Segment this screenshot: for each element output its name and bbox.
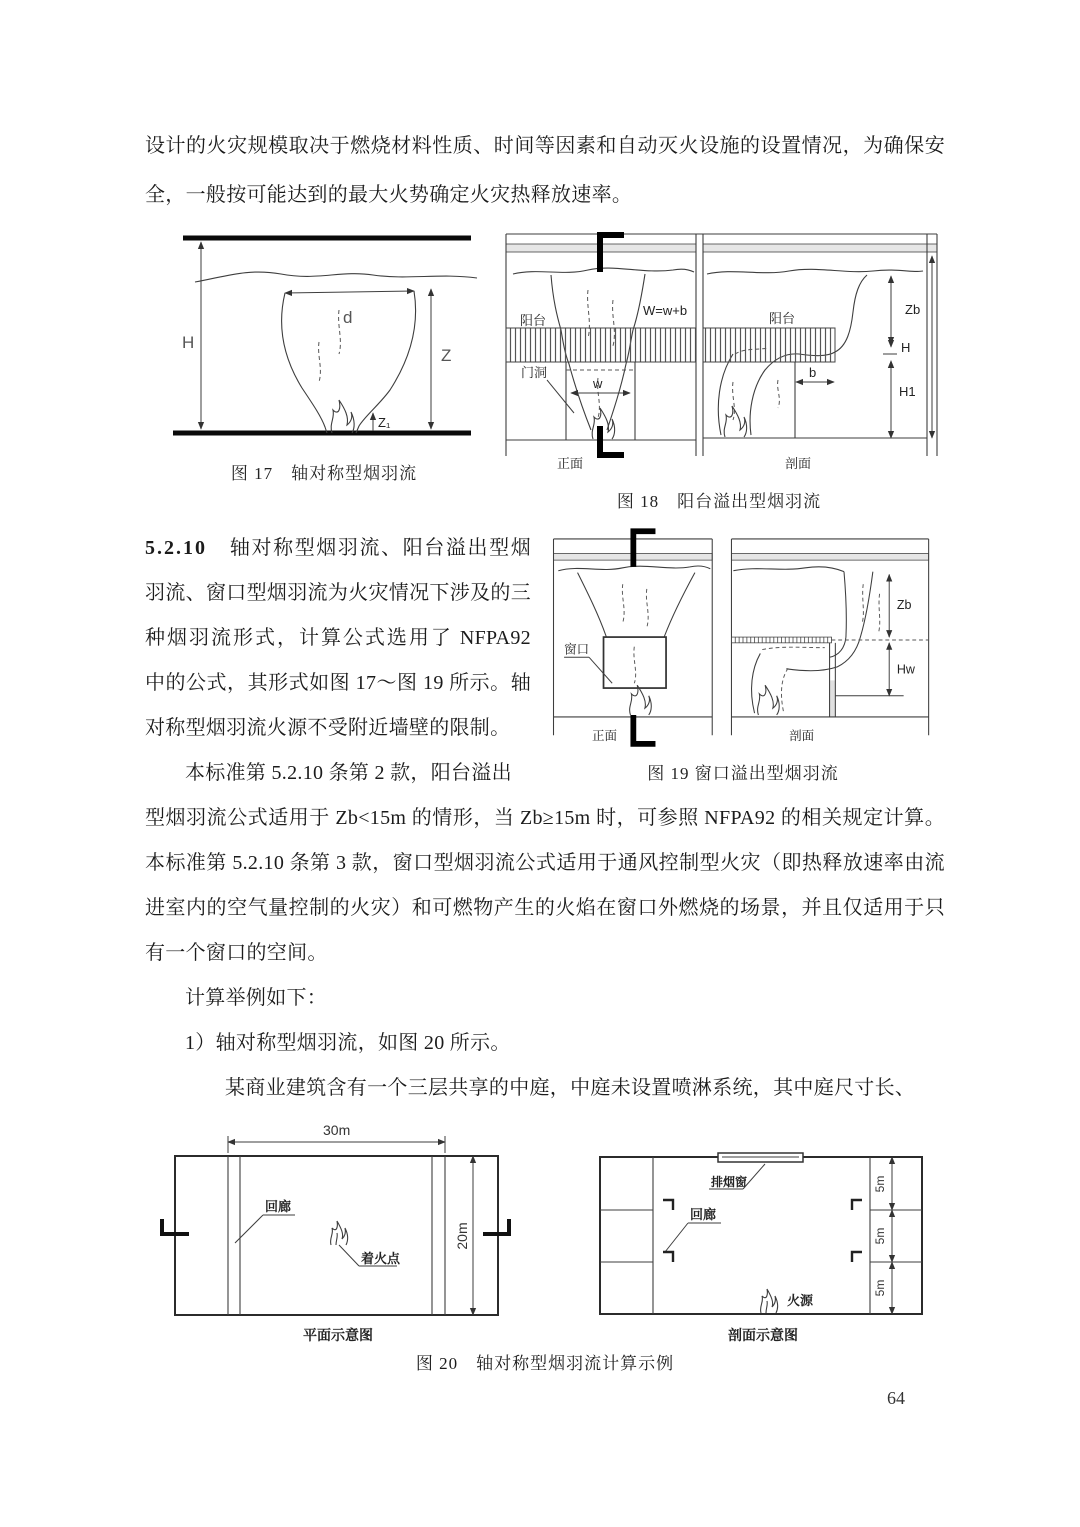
fig18-label-b: b xyxy=(809,365,817,380)
clause-number: 5.2.10 xyxy=(145,537,207,559)
figure-17 xyxy=(169,230,479,484)
fig17-label-z1: Z₁ xyxy=(378,415,391,430)
figure-17-caption: 图 17 轴对称型烟羽流 xyxy=(230,464,418,483)
fig20-label-corridor-section: 回廊 xyxy=(690,1207,717,1222)
figure-row-17-18 xyxy=(145,230,945,512)
fig20-label-20m: 20m xyxy=(454,1222,470,1250)
paragraph-intro: 设计的火灾规模取决于燃烧材料性质、时间等因素和自动灭火设施的设置情况，为确保安全，一般按可能达到的最大火势确定火灾热释放速率。 xyxy=(145,135,945,206)
figure-19 xyxy=(541,526,945,796)
fig18-label-section: 剖面 xyxy=(785,456,812,471)
paragraph-5210 xyxy=(145,526,531,751)
fig20-label-corridor-plan: 回廊 xyxy=(265,1199,292,1214)
fig17-label-z: Z xyxy=(441,346,452,365)
fig20-label-5m-2: 5m xyxy=(873,1227,887,1245)
fig17-label-d: d xyxy=(343,308,353,327)
figure-18-caption: 图 18 阳台溢出型烟羽流 xyxy=(616,492,822,511)
section-5210-row xyxy=(145,526,945,796)
section-5210-text-column xyxy=(145,526,531,796)
fig20-label-5m-1: 5m xyxy=(873,1175,887,1193)
figure-18 xyxy=(493,230,945,512)
figure-19-diagram xyxy=(541,526,945,752)
figure-17-diagram xyxy=(169,230,479,444)
paragraph-clause2-lead: 本标准第 5.2.10 条第 2 款，阳台溢出 xyxy=(185,762,512,784)
clause-text: 轴对称型烟羽流、阳台溢出型烟羽流、窗口型烟羽流为火灾情况下涉及的三种烟羽流形式，计算公式选用了 NFPA92 中的公式，其形式如图 17～图 19 所示。轴对称型烟羽流火源不受附近墙壁的限制。 xyxy=(145,537,531,739)
fig18-label-front: 正面 xyxy=(557,456,584,471)
fig18-label-h: H xyxy=(901,340,911,355)
fig20-label-plan: 平面示意图 xyxy=(303,1327,373,1343)
fig19-label-zb: Zb xyxy=(896,598,912,613)
fig18-label-door: 门洞 xyxy=(521,365,548,380)
fig19-label-hw: Hw xyxy=(896,662,915,677)
figure-20 xyxy=(145,1115,945,1347)
fig18-label-balcony-section: 阳台 xyxy=(769,311,796,326)
paragraph-example-desc: 某商业建筑含有一个三层共享的中庭，中庭未设置喷淋系统，其中庭尺寸长、 xyxy=(225,1077,916,1099)
fig18-label-wtotal: W=w+b xyxy=(643,303,688,318)
fig19-label-front: 正面 xyxy=(591,729,617,743)
fig20-label-ignition: 着火点 xyxy=(361,1251,401,1266)
figure-20-plan-diagram xyxy=(145,1115,540,1347)
fig20-label-vent: 排烟窗 xyxy=(711,1175,748,1189)
figure-18-diagram xyxy=(493,230,945,472)
fig20-label-section: 剖面示意图 xyxy=(728,1327,798,1343)
fig19-label-section: 剖面 xyxy=(789,729,815,743)
figure-20-caption: 图 20 轴对称型烟羽流计算示例 xyxy=(415,1354,675,1373)
fig18-label-w: w xyxy=(593,376,603,391)
fig17-label-h: H xyxy=(182,333,195,352)
figure-19-caption: 图 19 窗口溢出型烟羽流 xyxy=(647,764,839,783)
paragraph-example-1: 1）轴对称型烟羽流，如图 20 所示。 xyxy=(185,1032,511,1054)
fig18-label-h1: H1 xyxy=(899,384,916,399)
fig20-label-fire: 火源 xyxy=(787,1293,814,1308)
fig18-label-zb: Zb xyxy=(905,302,921,317)
fig20-label-5m-3: 5m xyxy=(873,1279,887,1297)
fig20-label-30m: 30m xyxy=(323,1122,351,1138)
paragraph-clause2-rest: 型烟羽流公式适用于 Zb<15m 的情形，当 Zb≥15m 时，可参照 NFPA92 的相关规定计算。本标准第 5.2.10 条第 3 款，窗口型烟羽流公式适用于通风控制型火灾（即热释放速率由流进室内的空气量控制的火灾）和可燃物产生的火焰在窗口外燃烧的场景，并且仅适用于只有一个窗口的空间。 xyxy=(145,807,945,964)
fig19-label-window: 窗口 xyxy=(564,642,590,657)
page-number: 64 xyxy=(887,1388,905,1408)
figure-20-section-diagram xyxy=(595,1115,945,1347)
paragraph-example-intro: 计算举例如下： xyxy=(185,987,328,1009)
fig18-label-balcony-front: 阳台 xyxy=(520,313,547,328)
